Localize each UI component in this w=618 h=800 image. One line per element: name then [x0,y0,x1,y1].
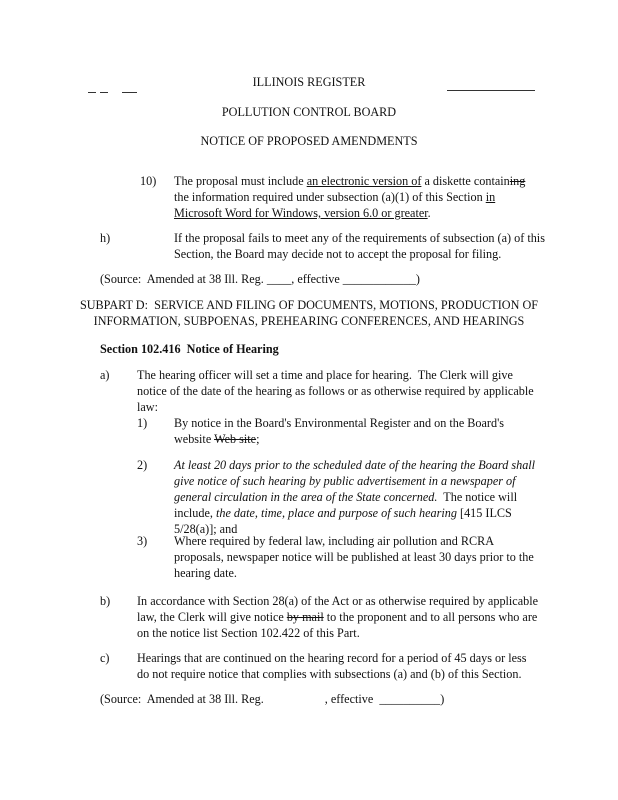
inserted-text: an electronic version of [306,174,422,188]
text-line [0,313,618,329]
text-line [137,625,360,641]
item-label: 10) [140,174,157,188]
text-segment: The proposal must include [174,174,307,188]
text-segment: If the proposal fails to meet any of the requirements of subsection (a) of this [174,231,545,245]
item-label: b) [100,594,111,608]
item-label: a) [100,368,110,382]
header-dash-left [88,92,96,93]
text-segment: proposals, newspaper notice will be published at least 30 days prior to the [174,550,534,564]
text-line [100,271,420,287]
text-segment: do not require notice that complies with subsections (a) and (b) of this Section. [137,667,522,681]
text-line [174,473,516,489]
text-segment: ; [256,432,260,446]
text-segment: . [427,206,431,220]
text-segment: to the proponent and to all persons who are [323,610,538,624]
text-line [174,246,501,262]
text-line [174,431,259,447]
text-segment: Hearings that are continued on the hearing record for a period of 45 days or less [137,651,527,665]
text-line [0,297,618,313]
text-segment: give notice of such hearing by public advertisement in a newspaper of [174,474,516,488]
text-segment: (Source: Amended at 38 Ill. Reg. , effective __________) [100,692,445,706]
text-line [100,341,279,357]
text-segment: general circulation in the area of the State concerned. [174,490,438,504]
text-line [174,173,525,189]
header-dash-left [100,92,108,93]
text-line [174,489,517,505]
register-title: ILLINOIS REGISTER [252,75,366,89]
text-line [137,593,538,609]
item-label: 1) [137,416,148,430]
text-segment: on the notice list Section 102.422 of this Part. [137,626,360,640]
text-segment: INFORMATION, SUBPOENAS, PREHEARING CONFERENCES, AND HEARINGS [93,314,525,328]
text-segment: law: [137,400,158,414]
text-segment: In accordance with Section 28(a) of the Act or as otherwise required by applicable [137,594,539,608]
text-line [174,505,512,521]
header-rule-right [447,90,535,91]
text-segment: the information required under subsection (a)(1) of this Section [174,190,486,204]
text-segment: Where required by federal law, including air pollution and RCRA [174,534,495,548]
text-segment: At least 20 days prior to the scheduled date of the hearing the Board shall [174,458,536,472]
text-line [137,666,522,682]
text-segment: law, the Clerk will give notice [137,610,287,624]
agency-title: POLLUTION CONTROL BOARD [221,105,397,119]
deleted-text: ing [509,174,526,188]
text-segment: website [174,432,215,446]
text-segment: Section 102.416 Notice of Hearing [100,342,279,356]
deleted-text: by mail [286,610,324,624]
text-line [137,609,537,625]
item-label: c) [100,651,110,665]
text-line [174,189,495,205]
text-line [174,415,504,431]
text-segment: Section, the Board may decide not to accept the proposal for filing. [174,247,502,261]
text-line [137,367,513,383]
text-line [100,691,444,707]
notice-title: NOTICE OF PROPOSED AMENDMENTS [200,134,418,148]
text-line [174,230,545,246]
text-segment: the date, time, place and purpose of such hearing [215,506,457,520]
text-segment: a diskette contain [421,174,510,188]
deleted-text: Web site [214,432,257,446]
text-line [174,205,431,221]
item-label: 3) [137,534,148,548]
text-line [174,457,535,473]
text-line [174,565,237,581]
text-segment: The notice will [437,490,518,504]
text-segment: (Source: Amended at 38 Ill. Reg. ____, effective ____________) [100,272,420,286]
text-segment: 5/28(a)]; and [174,522,238,536]
inserted-text: in [485,190,496,204]
header-dash-left [122,92,137,93]
item-label: 2) [137,458,148,472]
text-segment: notice of the date of the hearing as follows or as otherwise required by applicable [137,384,534,398]
inserted-text: Microsoft Word for Windows, version 6.0 or greater [174,206,428,220]
text-line [137,650,527,666]
text-segment: By notice in the Board's Environmental Register and on the Board's [174,416,505,430]
text-segment: SUBPART D: SERVICE AND FILING OF DOCUMENTS, MOTIONS, PRODUCTION OF [79,298,539,312]
text-segment: hearing date. [174,566,237,580]
text-line [137,383,534,399]
text-line [137,399,158,415]
text-segment: [415 ILCS [456,506,512,520]
item-label: h) [100,231,111,245]
text-line [174,549,534,565]
text-segment: include, [174,506,216,520]
text-line [174,533,494,549]
text-segment: The hearing officer will set a time and place for hearing. The Clerk will give [137,368,513,382]
